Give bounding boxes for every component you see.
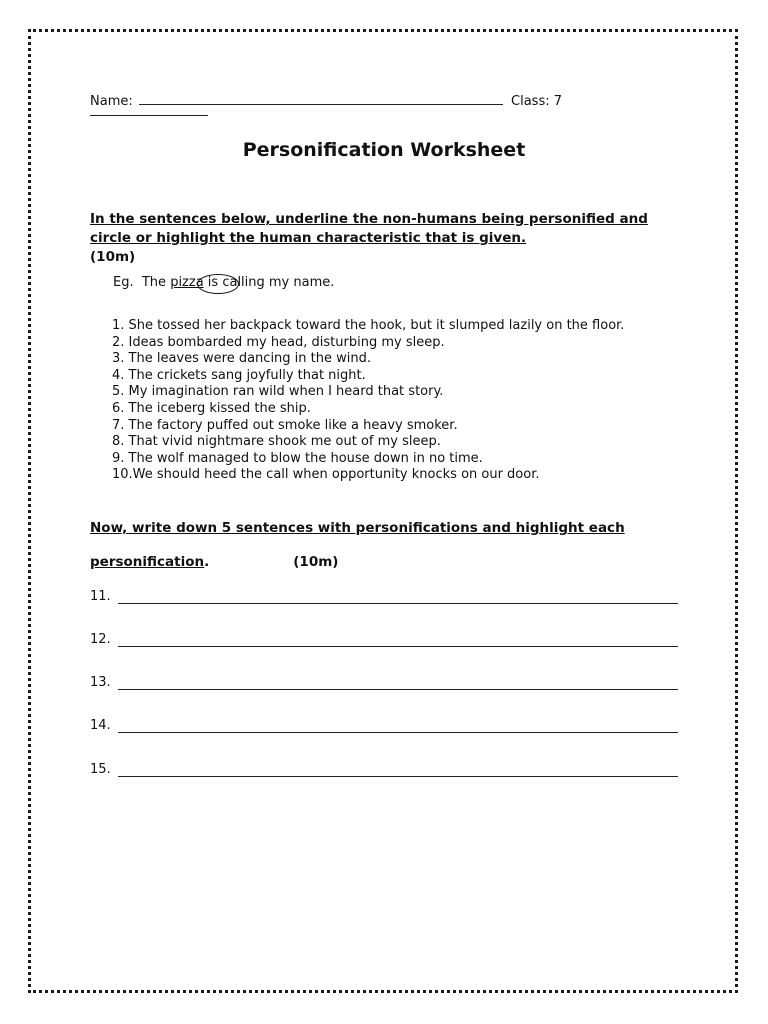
list-item: 7. The factory puffed out smoke like a heavy smoker.	[112, 417, 458, 433]
answer-line[interactable]	[118, 603, 678, 604]
answer-number: 15.	[90, 762, 111, 777]
list-item: 10.We should heed the call when opportunity knocks on our door.	[112, 467, 540, 483]
example-underlined-word: pizza	[170, 275, 204, 290]
example-sentence	[113, 275, 334, 290]
example-suffix: lling my name.	[237, 275, 335, 290]
sentence-list	[112, 318, 624, 484]
answer-row	[90, 718, 678, 736]
page-title: Personification Worksheet	[242, 139, 526, 161]
list-item: 3. The leaves were dancing in the wind.	[112, 351, 371, 367]
class-blank[interactable]	[90, 115, 208, 116]
part1-instructions	[90, 210, 690, 267]
list-item: 1. She tossed her backpack toward the hook, but it slumped lazily on the floor.	[112, 318, 625, 333]
name-blank[interactable]	[139, 92, 503, 105]
part2-period: .	[204, 554, 210, 570]
part2-instruction-line1: Now, write down 5 sentences with personifications and highlight each	[90, 520, 625, 536]
answer-number: 12.	[90, 632, 111, 647]
answer-line[interactable]	[118, 689, 678, 690]
answer-number: 14.	[90, 718, 111, 733]
part1-marks: (10m)	[90, 249, 136, 265]
class-label: Class: 7	[511, 94, 562, 109]
answer-line[interactable]	[118, 646, 678, 647]
list-item: 9. The wolf managed to blow the house down in no time.	[112, 450, 483, 466]
answer-row	[90, 762, 678, 780]
list-item: 2. Ideas bombarded my head, disturbing my sleep.	[112, 334, 445, 350]
part1-instruction-text: In the sentences below, underline the non-humans being personified and circle or highlight the human characteristic that is given.	[90, 211, 648, 246]
example-circle-mark	[197, 274, 239, 294]
list-item: 5. My imagination ran wild when I heard that story.	[112, 384, 444, 400]
answer-number: 11.	[90, 589, 111, 604]
answer-row	[90, 675, 678, 693]
answer-row	[90, 589, 678, 607]
list-item: 8. That vivid nightmare shook me out of my sleep.	[112, 434, 441, 450]
example-circled-text: is ca	[203, 275, 238, 290]
example-marked-words	[170, 275, 237, 290]
name-field-row	[90, 92, 562, 109]
example-prefix: Eg. The	[113, 275, 171, 290]
answer-line[interactable]	[118, 732, 678, 733]
part2-instruction-line2: personification	[90, 554, 205, 570]
answer-row	[90, 632, 678, 650]
answer-number: 13.	[90, 675, 111, 690]
name-label: Name:	[90, 94, 133, 109]
part2-marks: (10m)	[293, 554, 339, 570]
part2-instructions	[90, 511, 710, 579]
list-item: 4. The crickets sang joyfully that night.	[112, 367, 366, 383]
list-item: 6. The iceberg kissed the ship.	[112, 400, 311, 416]
answer-line[interactable]	[118, 776, 678, 777]
